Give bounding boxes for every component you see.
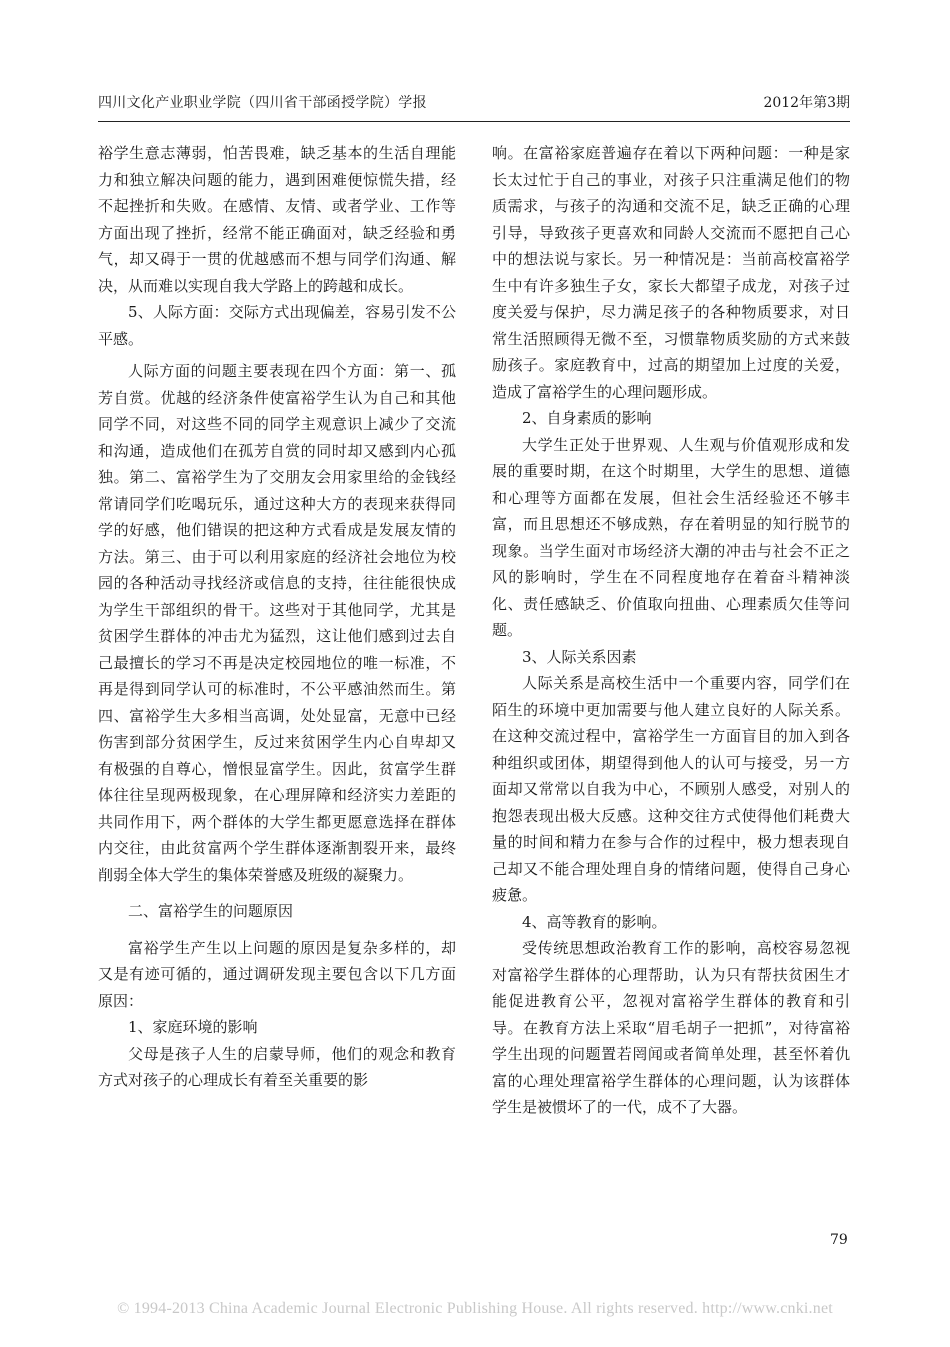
issue-label: 2012年第3期: [763, 95, 850, 111]
paragraph: 大学生正处于世界观、人生观与价值观形成和发展的重要时期，在这个时期里，大学生的思想、道德和心理等方面都在发展，但社会生活经验还不够丰富，而且思想还不够成熟，存在着明显的知行脱节的现象。当学生面对市场经济大潮的冲击与社会不正之风的影响时，学生在不同程度地存在着奋斗精神淡化、责任感缺乏、价值取向扭曲、心理素质欠佳等问题。: [492, 435, 850, 639]
copyright-footer: © 1994-2013 China Academic Journal Electronic Publishing House. All rights reserved. http://www.cnki.net: [117, 1300, 833, 1317]
paragraph: 父母是孩子人生的启蒙导师，他们的观念和教育方式对孩子的心理成长有着至关重要的影: [98, 1044, 456, 1089]
paragraph: 人际方面的问题主要表现在四个方面：第一、孤芳自赏。优越的经济条件使富裕学生认为自己和其他同学不同，对这些不同的同学主观意识上减少了交流和沟通，造成他们在孤芳自赏的同时却又感到内心孤独。第二、富裕学生为了交朋友会用家里给的金钱经常请同学们吃喝玩乐，通过这种大方的表现来获得同学的好感，他们错误的把这种方式看成是发展友情的方法。第三、由于可以利用家庭的经济社会地位为校园的各种活动寻找经济或信息的支持，往往能很快成为学生干部组织的骨干。这些对于其他同学，尤其是贫困学生群体的冲击尤为猛烈，这让他们感到过去自己最擅长的学习不再是决定校园地位的唯一标准，不再是得到同学认可的标准时，不公平感油然而生。第四、富裕学生大多相当高调，处处显富，无意中已经伤害到部分贫困学生，反过来贫困学生内心自卑却又有极强的自尊心，憎恨显富学生。因此，贫富学生群体往往呈现两极现象，在心理屏障和经济实力差距的共同作用下，两个群体的大学生都更愿意选择在群体内交往，由此贫富两个学生群体逐渐割裂开来，最终削弱全体大学生的集体荣誉感及班级的凝聚力。: [98, 362, 456, 884]
paragraph: 富裕学生产生以上问题的原因是复杂多样的，却又是有迹可循的，通过调研发现主要包含以下几方面原因：: [98, 938, 456, 1010]
page-number: 79: [830, 1232, 848, 1248]
journal-title: 四川文化产业职业学院（四川省干部函授学院）学报: [98, 95, 427, 111]
header-rule: [98, 121, 850, 122]
paragraph: 受传统思想政治教育工作的影响，高校容易忽视对富裕学生群体的心理帮助，认为只有帮扶贫困生才能促进教育公平，忽视对富裕学生群体的教育和引导。在教育方法上采取“眉毛胡子一把抓”，对待富裕学生出现的问题置若罔闻或者简单处理，甚至怀着仇富的心理处理富裕学生群体的心理问题，认为该群体学生是被惯坏了的一代，成不了大器。: [492, 939, 850, 1116]
section-heading: 二、富裕学生的问题原因: [128, 902, 294, 920]
running-header: [98, 92, 850, 118]
subheading: 3、人际关系因素: [522, 647, 637, 666]
right-column: [492, 140, 850, 1121]
subheading: 1、家庭环境的影响: [128, 1018, 258, 1036]
left-column: [98, 140, 456, 1094]
subheading: 2、自身素质的影响: [522, 409, 652, 427]
subheading: 4、高等教育的影响。: [522, 912, 667, 931]
paragraph: 裕学生意志薄弱，怕苦畏难，缺乏基本的生活自理能力和独立解决问题的能力，遇到困难便惊慌失措，经不起挫折和失败。在感情、友情、或者学业、工作等方面出现了挫折，经常不能正确面对，缺乏经验和勇气，却又碍于一贯的优越感而不想与同学们沟通、解决，从而难以实现自我大学路上的跨越和成长。: [98, 144, 456, 295]
paragraph: 人际关系是高校生活中一个重要内容，同学们在陌生的环境中更加需要与他人建立良好的人际关系。在这种交流过程中，富裕学生一方面盲目的加入到各种组织或团体，期望得到他人的认可与接受，另一方面却又常常以自我为中心，不顾别人感受，对别人的抱怨表现出极大反感。这种交往方式使得他们耗费大量的时间和精力在参与合作的过程中，极力想表现自己却又不能合理处理自身的情绪问题，使得自己身心疲惫。: [492, 674, 850, 904]
paragraph: 响。在富裕家庭普遍存在着以下两种问题：一种是家长太过忙于自己的事业，对孩子只注重满足他们的物质需求，与孩子的沟通和交流不足，缺乏正确的心理引导，导致孩子更喜欢和同龄人交流而不愿把自己心中的想法说与家长。另一种情况是：当前高校富裕学生中有许多独生子女，家长大都望子成龙，对孩子过度关爱与保护，尽力满足孩子的各种物质要求，对日常生活照顾得无微不至，习惯靠物质奖励的方式来鼓励孩子。家庭教育中，过高的期望加上过度的关爱，造成了富裕学生的心理问题形成。: [492, 144, 850, 401]
subheading: 5、人际方面：交际方式出现偏差，容易引发不公平感。: [98, 303, 456, 348]
